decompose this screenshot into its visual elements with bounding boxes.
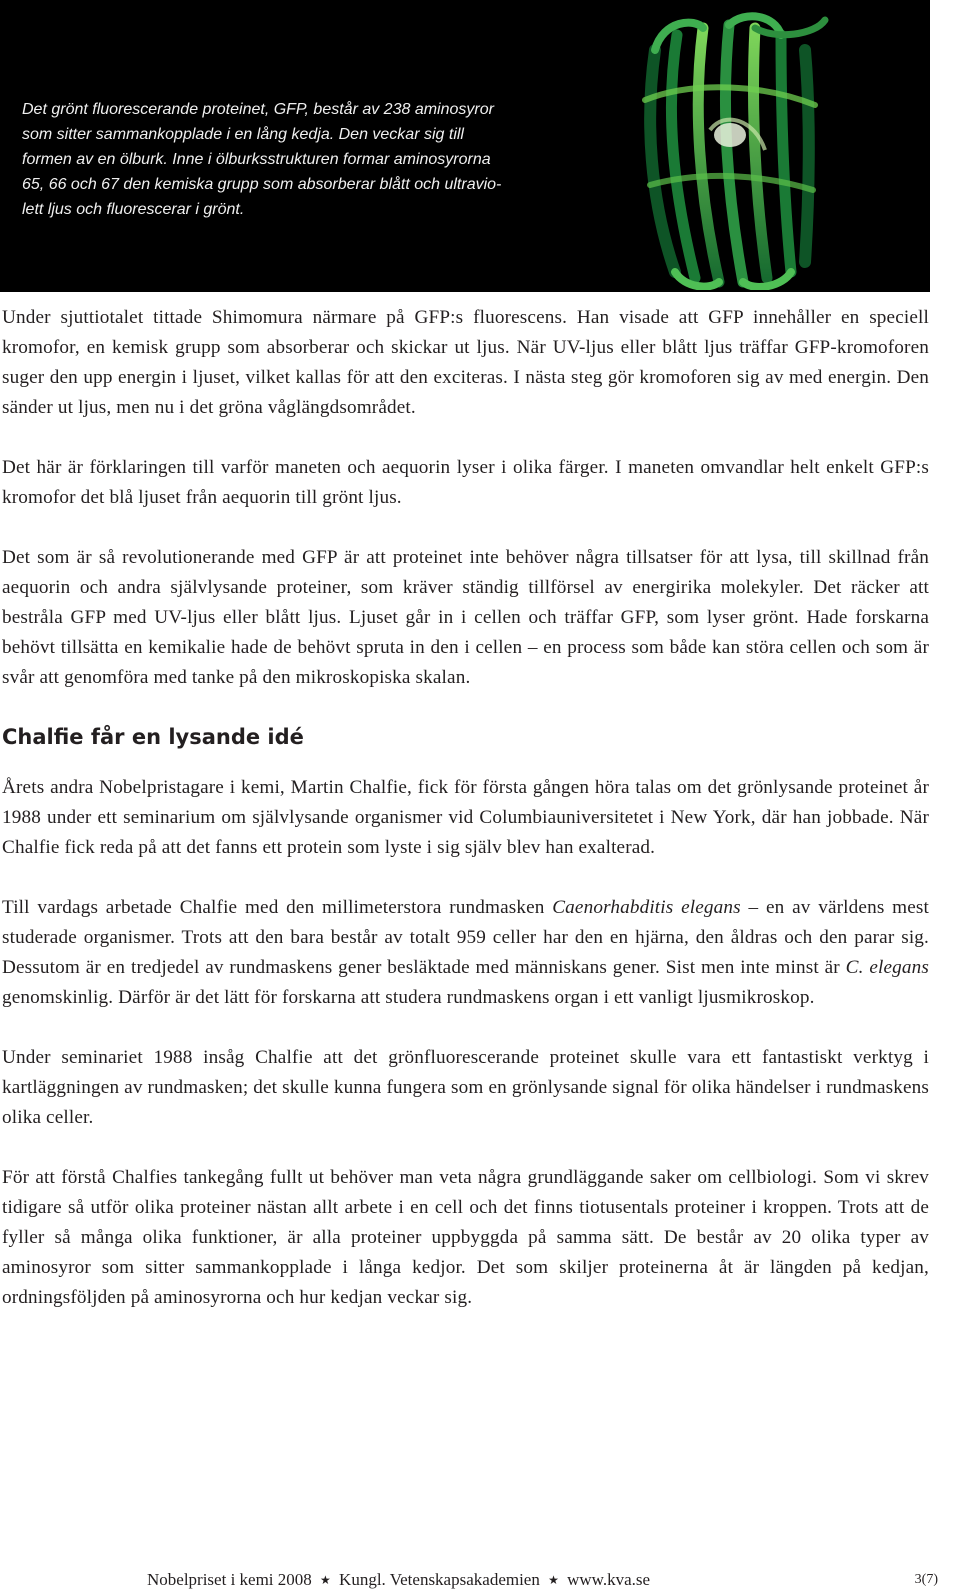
caption-banner <box>0 0 930 292</box>
page-number: 3(7) <box>914 1572 938 1587</box>
article-body <box>2 303 929 1343</box>
footer-academy: Kungl. Vetenskapsakademien <box>339 1570 540 1589</box>
gfp-protein-structure-illustration <box>615 10 845 290</box>
text-run: genomskinlig. Därför är det lätt för forskarna att studera rundmaskens organ i ett vanligt ljusmikroskop. <box>2 987 815 1008</box>
footer-url[interactable]: www.kva.se <box>567 1570 651 1589</box>
paragraph: Det här är förklaringen till varför maneten och aequorin lyser i olika färger. I maneten omvandlar helt enkelt GFP:s kromofor det blå ljuset från aequorin till grönt ljus. <box>2 457 929 508</box>
star-icon: ★ <box>320 1573 331 1587</box>
paragraph: Under sjuttiotalet tittade Shimomura närmare på GFP:s fluorescens. Han visade att GFP innehåller en speciell kromofor, en kemisk grupp som absorberar och skickar ut ljus. När UV-ljus eller blått ljus träffar GFP-kromoforen suger den upp energin i ljuset, vilket kallas för att den exciteras. I nästa steg gör kromoforen sig av med energin. Den sänder ut ljus, men nu i det gröna våglängdsområdet. <box>2 307 929 418</box>
paragraph: För att förstå Chalfies tankegång fullt ut behöver man veta några grundläggande saker om cellbiologi. Som vi skrev tidigare så utför olika proteiner nästan allt arbete i en cell och det finns tiotusentals proteiner i kroppen. Trots att de fyller så många olika funktioner, är alla proteiner uppbyggda på samma sätt. De består av 20 olika typer av aminosyror som sitter sammankopplade i långa kedjor. Det som skiljer proteinerna åt är längden på kedjan, ordningsföljden på aminosyrorna och hur kedjan veckar sig. <box>2 1167 929 1308</box>
species-name: Caenorhabditis elegans <box>552 897 741 918</box>
page-footer <box>147 1570 650 1591</box>
footer-title: Nobelpriset i kemi 2008 <box>147 1570 312 1589</box>
text-run: – en av världens mest studerade organismer. Trots att den bara består av totalt 959 celler har den en hjärna, den åldras och den parar sig. Dessutom är en tredjedel av rundmaskens gener besläktade med människans gener. Sist men inte minst är <box>2 897 929 978</box>
paragraph: Det som är så revolutionerande med GFP är att proteinet inte behöver några tillsatser för att lysa, till skillnad från aequorin och andra självlysande proteiner, som kräver ständig tillförsel av energirika molekyler. Det räcker att bestråla GFP med UV-ljus eller blått ljus. Ljuset går in i cellen och träffar GFP, som lyser grönt. Hade forskarna behövt tillsätta en kemikalie hade de behövt spruta in den i cellen – en process som både kan störa cellen och som är svår att genomföra med tanke på den mikroskopiska skalan. <box>2 547 929 688</box>
caption-line: formen av en ölburk. Inne i ölburksstrukturen formar aminosyrorna <box>22 151 491 168</box>
paragraph: Årets andra Nobelpristagare i kemi, Martin Chalfie, fick för första gången höra talas om det grönlysande proteinet år 1988 under ett seminarium om självlysande organismer vid Columbiauniversitetet i New York, där han jobbade. När Chalfie fick reda på att det fanns ett protein som lyste i sig själv blev han exalterad. <box>2 777 929 858</box>
text-run: Till vardags arbetade Chalfie med den millimeterstora rundmasken <box>2 897 553 918</box>
banner-caption <box>22 97 542 222</box>
paragraph: Under seminariet 1988 insåg Chalfie att det grönfluorescerande proteinet skulle vara ett fantastiskt verktyg i kartläggningen av rundmasken; det skulle kunna fungera som en grönlysande signal för olika händelser i rundmaskens olika celler. <box>2 1047 929 1128</box>
caption-line: som sitter sammankopplade i en lång kedja. Den veckar sig till <box>22 126 464 143</box>
section-heading: Chalfie får en lysande idé <box>2 725 304 749</box>
caption-line: lett ljus och fluorescerar i grönt. <box>22 201 245 218</box>
paragraph <box>2 893 929 1013</box>
species-name-short: C. elegans <box>845 957 929 978</box>
caption-line: 65, 66 och 67 den kemiska grupp som absorberar blått och ultravio- <box>22 176 502 193</box>
caption-line: Det grönt fluorescerande proteinet, GFP, består av 238 aminosyror <box>22 101 494 118</box>
star-icon: ★ <box>548 1573 559 1587</box>
